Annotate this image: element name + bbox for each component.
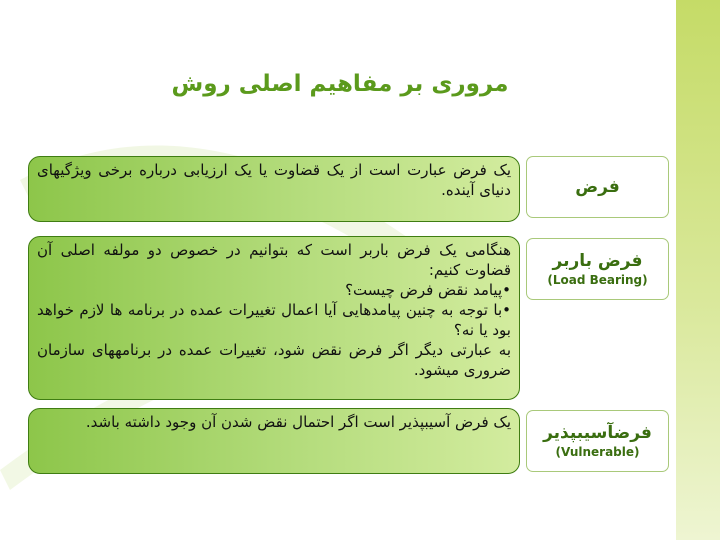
definition-box-load-bearing: [28, 236, 520, 400]
slide-title: مروری بر مفاهیم اصلی روش: [171, 71, 509, 97]
term-title: فرضآسیبپذیر: [543, 423, 652, 443]
term-subtitle: (Load Bearing): [547, 273, 648, 287]
term-title: فرض باربر: [552, 251, 643, 271]
definition-line: یک فرض عبارت است از یک قضاوت یا یک ارزیابی درباره برخی ویژگیهای دنیای آینده.: [37, 161, 511, 199]
definition-line: هنگامی یک فرض باربر است که بتوانیم در خصوص دو مولفه اصلی آن قضاوت کنیم:: [37, 241, 511, 279]
definition-bullet: •با توجه به چنین پیامدهایی آیا اعمال تغییرات عمده در برنامه ها لازم خواهد بود یا نه؟: [37, 301, 511, 339]
definition-box-vulnerable: [28, 408, 520, 474]
term-box-vulnerable: [526, 410, 669, 472]
definition-bullet: •پیامد نقض فرض چیست؟: [345, 281, 511, 299]
definition-line: یک فرض آسیبپذیر است اگر احتمال نقض شدن آن وجود داشته باشد.: [85, 413, 511, 431]
definition-box-assumption: [28, 156, 520, 222]
term-box-load-bearing: [526, 238, 669, 300]
definition-line: به عبارتی دیگر اگر فرض نقض شود، تغییرات عمده در برنامههای سازمان ضروری میشود.: [37, 341, 511, 379]
term-box-assumption: [526, 156, 669, 218]
term-subtitle: (Vulnerable): [555, 445, 640, 459]
side-accent-bar: [676, 0, 720, 540]
term-title: فرض: [575, 177, 620, 197]
